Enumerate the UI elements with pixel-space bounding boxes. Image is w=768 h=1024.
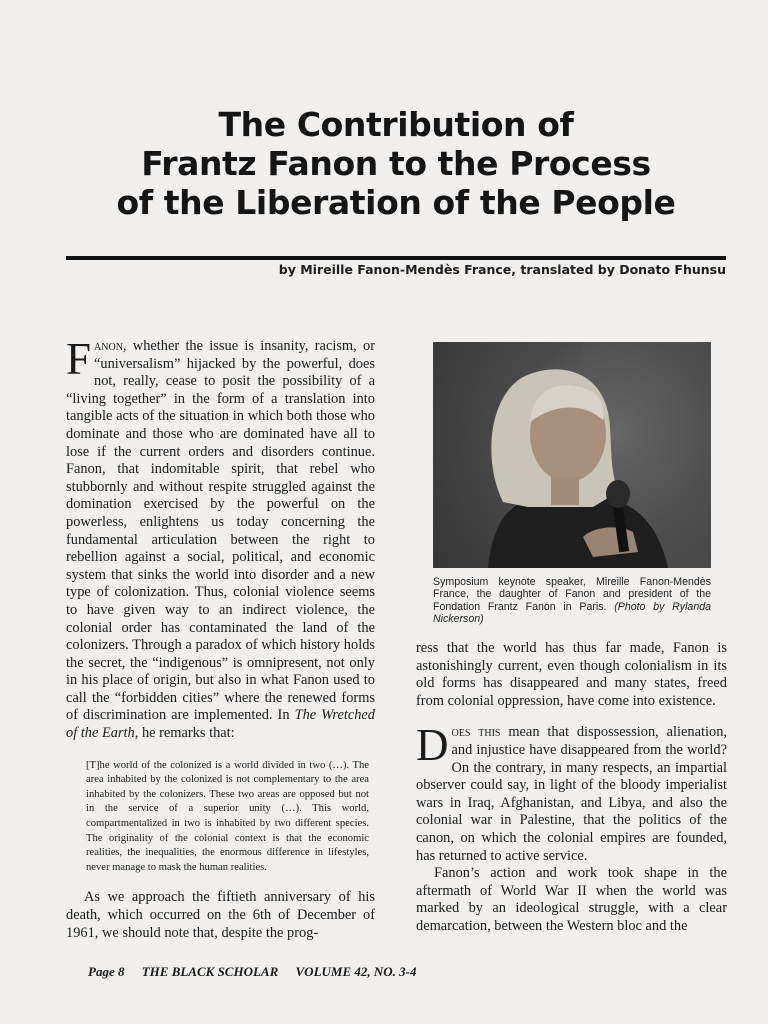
intro-small-caps: anon	[94, 338, 123, 354]
drop-cap-d: D	[416, 720, 449, 771]
title-line-2: Frantz Fanon to the Process	[141, 144, 651, 183]
article-title	[60, 105, 732, 222]
right-column	[416, 640, 727, 936]
caption-text: Symposium keynote speaker, Mireille Fanon-Mendès France, the daughter of Fanon and president of the Fondation Frantz Fanon in Paris.	[433, 576, 711, 613]
title-line-3: of the Liberation of the People	[116, 183, 676, 222]
block-quote: [T]he world of the colonized is a world divided in two (…). The area inhabited by the colonized is not complementary to the area inhabited by the colonizers. These two areas are opposed but not in the service of a superior unity (…). This world, compartmentalized in two is inhabited by two different species. The originality of the colonial context is that the economic realities, the inequalities, the enormous difference in lifestyles, never manage to mask the human realities.	[86, 759, 369, 873]
paragraph-action: Fanon’s action and work took shape in the aftermath of World War II when the world was marked by an ideological struggle, with a clear demarcation, between the Western bloc and the	[416, 865, 727, 934]
photo-caption	[433, 576, 711, 626]
speaker-photo	[433, 342, 711, 568]
byline: by Mireille Fanon-Mendès France, translated by Donato Fhunsu	[278, 262, 726, 277]
paragraph-anniversary: As we approach the fiftieth anniversary of his death, which occurred on the 6th of December of 1961, we should note that, despite the prog-	[66, 889, 375, 941]
volume-info: VOLUME 42, NO. 3-4	[295, 964, 417, 979]
paragraph-does-this	[416, 720, 727, 865]
page-footer	[88, 964, 431, 980]
intro-end: , he remarks that:	[134, 725, 235, 742]
paragraph-continued: ress that the world has thus far made, Fanon is astonishingly current, even though colonialism in its old forms has disappeared and many states, freed from colonial oppression, have come into existence.	[416, 640, 727, 709]
does-this-small-caps: oes this	[451, 724, 501, 741]
speaker-silhouette-icon	[433, 342, 711, 568]
journal-name: THE BLACK SCHOLAR	[141, 964, 279, 979]
page-number: Page 8	[88, 964, 125, 979]
title-rule	[66, 256, 726, 260]
drop-cap-f: F	[66, 334, 92, 384]
title-line-1: The Contribution of	[218, 105, 574, 144]
paragraph-intro	[66, 334, 376, 743]
does-this-text: mean that dispossession, alienation, and injustice have disappeared from the world? On the contrary, in many respects, an impartial observer could say, in light of the bloody imperialist wars in Iraq, Afghanistan, and Libya, and also the colonial war in Palestine, that the politics of the canon, on which the colonial empires are founded, has returned to active service.	[416, 724, 727, 864]
left-column	[66, 334, 376, 942]
caption-credit: (Photo by Rylanda Nickerson)	[433, 600, 711, 626]
book-title: The Wretched of the Earth	[66, 707, 376, 742]
intro-text: , whether the issue is insanity, racism, or “universalism” hijacked by the powerful, does not, really, cease to posit the possibility of a “living together” in the form of a translation into tangible acts of the situation in which both those who dominate and those who are dominated have all to lose if the current orders and disorders continue. Fanon, that indomitable spirit, that rebel who stubbornly and without respite struggled against the domination exercised by the powerful on the powerless, enlightens us today concerning the fundamental articulation between the right to rebellion against a social, political, and economic system that sinks the world into disorder and a new type of colonization. Thus, colonial violence seems to have given way to an indirect violence, the colonial order has contaminated the land of the colonizers. Through a paradox of which history holds the secret, the “indigenous” is omnipresent, not only in his place of origin, but also in what Fanon used to call the “forbidden cities” where the renewed forms of discrimination are implemented. In	[66, 338, 375, 724]
